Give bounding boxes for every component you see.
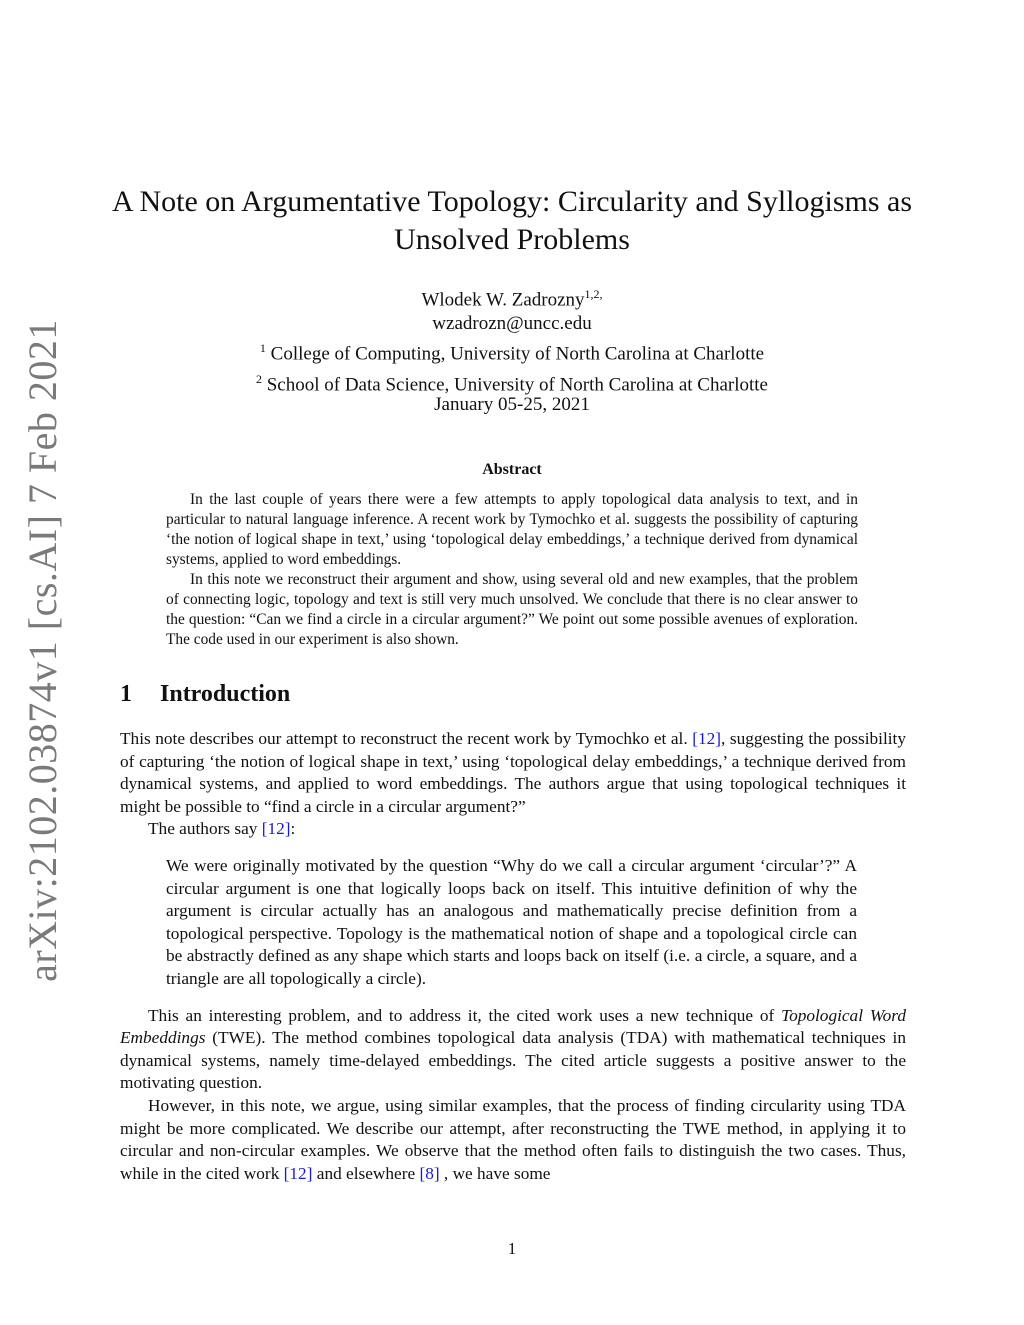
author-name: Wlodek W. Zadrozny bbox=[421, 289, 585, 311]
citation-link-12[interactable]: [12] bbox=[261, 819, 291, 839]
abstract-paragraph-2: In this note we reconstruct their argument and show, using several old and new examples, that the problem of connecting logic, topology and text is still very much unsolved. We conclude that there is no clear answer to the question: “Can we find a circle in a circular argument?” We point out some possible avenues of exploration. The code used in our experiment is also shown. bbox=[166, 571, 858, 648]
citation-link-8[interactable]: [8] bbox=[419, 1163, 440, 1183]
abstract-heading: Abstract bbox=[482, 461, 542, 478]
arxiv-stamp bbox=[18, 318, 66, 982]
citation-link-12[interactable]: [12] bbox=[283, 1163, 313, 1183]
author-name-line bbox=[110, 282, 914, 312]
quote-text: We were originally motivated by the question “Why do we call a circular argument ‘circular’?” A circular argument is one that logically loops back on itself. This intuitive definition of why the argument is circular actually has an analogous and mathematically precise definition from a topological perspective. Topology is the mathematical notion of shape and a topological circle can be abstractly defined as any shape which starts and loops back on itself (i.e. a circle, a square, and a triangle are all topologically a circle). bbox=[166, 855, 857, 988]
paper-title bbox=[110, 183, 914, 259]
title-line-1: A Note on Argumentative Topology: Circularity and Syllogisms as bbox=[111, 185, 913, 218]
body-paragraph-1 bbox=[120, 728, 906, 818]
affil-2-mark: 2 bbox=[255, 371, 262, 386]
body-p1-text-b: , suggesting the possibility of capturing ‘the notion of logical shape in text,’ using ‘topological delay embeddings,’ a technique derived from dynamical systems, and applied to word embeddings. The authors argue that using topological techniques it might be possible to “find a circle in a circular argument?” bbox=[120, 729, 906, 816]
paper-date: January 05-25, 2021 bbox=[434, 394, 590, 415]
abstract-paragraph-1: In the last couple of years there were a few attempts to apply topological data analysis to text, and in particular to natural language inference. A recent work by Tymochko et al. suggests the possibility of capturing ‘the notion of logical shape in text,’ using ‘topological delay embeddings,’ a technique derived from dynamical systems, applied to word embeddings. bbox=[166, 491, 858, 568]
citation-link-12[interactable]: [12] bbox=[692, 729, 721, 748]
affiliation-1 bbox=[110, 336, 914, 366]
affil-2-text: School of Data Science, University of North Carolina at Charlotte bbox=[261, 373, 768, 395]
abstract-body bbox=[166, 490, 858, 650]
body-p3-text-a: This an interesting problem, and to address it, the cited work uses a new technique of bbox=[148, 1005, 782, 1025]
affil-1-mark: 1 bbox=[259, 341, 266, 356]
title-line-2: Unsolved Problems bbox=[394, 223, 630, 256]
affiliation-2 bbox=[110, 367, 914, 397]
page-number: 1 bbox=[507, 1239, 517, 1258]
section-number: 1 bbox=[120, 681, 132, 707]
body-paragraph-2 bbox=[120, 818, 906, 841]
author-block bbox=[110, 282, 914, 397]
arxiv-identifier: arXiv:2102.03874v1 [cs.AI] 7 Feb 2021 bbox=[19, 318, 65, 982]
section-title: Introduction bbox=[160, 681, 291, 707]
body-p3-text-b: (TWE). The method combines topological data analysis (TDA) with mathematical techniques in dynamical systems, namely time-delayed embeddings. The cited article suggests a positive answer to the motivating question. bbox=[120, 1028, 906, 1093]
body-p2-text-a: The authors say bbox=[148, 819, 262, 839]
author-affil-marks: 1,2, bbox=[584, 287, 603, 301]
author-email: wzadrozn@uncc.edu bbox=[432, 313, 592, 335]
block-quote bbox=[166, 855, 857, 991]
body-paragraph-3 bbox=[120, 1005, 906, 1095]
body-text bbox=[120, 728, 906, 1185]
body-p4-text-b: and elsewhere bbox=[312, 1163, 420, 1183]
section-heading bbox=[120, 681, 910, 708]
affil-1-text: College of Computing, University of North Carolina at Charlotte bbox=[265, 343, 765, 365]
body-p4-text-c: , we have some bbox=[439, 1163, 551, 1183]
body-p3-emphasis: Topological Word Embeddings bbox=[120, 1005, 906, 1048]
body-paragraph-4 bbox=[120, 1095, 906, 1185]
body-p2-text-b: : bbox=[290, 819, 296, 839]
body-p1-text-a: This note describes our attempt to reconstruct the recent work by Tymochko et al. bbox=[120, 729, 693, 748]
body-p4-text-a: However, in this note, we argue, using similar examples, that the process of finding circularity using TDA might be more complicated. We describe our attempt, after reconstructing the TWE method, in applying it to circular and non-circular examples. We observe that the method often fails to distinguish the two cases. Thus, while in the cited work bbox=[120, 1095, 906, 1183]
